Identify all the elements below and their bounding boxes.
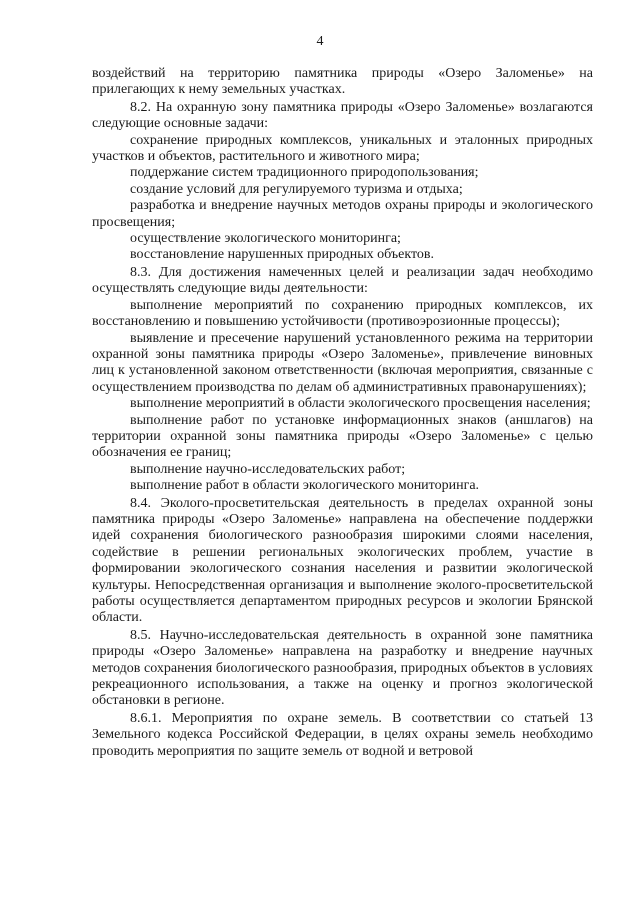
list-item-task: восстановление нарушенных природных объектов. xyxy=(130,247,435,263)
paragraph-section-8-3: 8.3. Для достижения намеченных целей и реализации задач необходимо осуществлять следующие виды деятельности: xyxy=(92,264,593,297)
list-item-task: сохранение природных комплексов, уникальных и эталонных природных участков и объектов, растительного и животного мира; xyxy=(92,132,593,165)
paragraph-continuation: воздействий на территорию памятника природы «Озеро Заломенье» на прилегающих к нему земельных участках. xyxy=(92,66,593,98)
list-item-activity: выявление и пресечение нарушений установленного режима на территории охранной зоны памятника природы «Озеро Заломенье», привлечение виновных лиц к установленной законом ответственности (включая мероприятия, связанные с осуществлением производства по делам об административных правонарушениях); xyxy=(92,330,593,395)
list-item-task: создание условий для регулируемого туризма и отдыха; xyxy=(130,181,463,197)
list-item-activity: выполнение мероприятий в области экологического просвещения населения; xyxy=(130,396,591,412)
list-item-activity: выполнение работ по установке информационных знаков (аншлагов) на территории охранной зоны памятника природы «Озеро Заломенье» с целью обозначения ее границ; xyxy=(92,412,593,461)
paragraph-section-8-6-1: 8.6.1. Мероприятия по охране земель. В соответствии со статьей 13 Земельного кодекса Российской Федерации, в целях охраны земель необходимо проводить мероприятия по защите земель от водной и ветровой xyxy=(92,710,593,759)
paragraph-section-8-5: 8.5. Научно-исследовательская деятельность в охранной зоне памятника природы «Озеро Заломенье» направлена на разработку и внедрение научных методов сохранения биологического разнообразия, природных объектов в условиях рекреационного использования, а также на оценку и прогноз экологической обстановки в регионе. xyxy=(92,627,593,709)
document-body xyxy=(92,66,593,760)
paragraph-section-8-2: 8.2. На охранную зону памятника природы «Озеро Заломенье» возлагаются следующие основные задачи: xyxy=(92,99,593,132)
list-item-activity: выполнение мероприятий по сохранению природных комплексов, их восстановлению и повышению устойчивости (противоэрозионные процессы); xyxy=(92,297,593,330)
list-item-task: осуществление экологического мониторинга; xyxy=(130,231,401,247)
page-number: 4 xyxy=(316,34,324,49)
list-item-activity: выполнение работ в области экологического мониторинга. xyxy=(130,478,480,494)
list-item-task: поддержание систем традиционного природопользования; xyxy=(130,165,479,181)
list-item-activity: выполнение научно-исследовательских работ; xyxy=(130,461,406,477)
list-item-task: разработка и внедрение научных методов охраны природы и экологического просвещения; xyxy=(92,198,593,230)
paragraph-section-8-4: 8.4. Эколого-просветительская деятельность в пределах охранной зоны памятника природы «Озеро Заломенье» направлена на обеспечение поддержки идей сохранения биологического разнообразия широкими слоями населения, содействие в решении региональных экологических проблем, участие в формировании экологического сознания населения и развитии экологической культуры. Непосредственная организация и выполнение эколого-просветительской работы осуществляется департаментом природных ресурсов и экологии Брянской области. xyxy=(92,495,593,626)
